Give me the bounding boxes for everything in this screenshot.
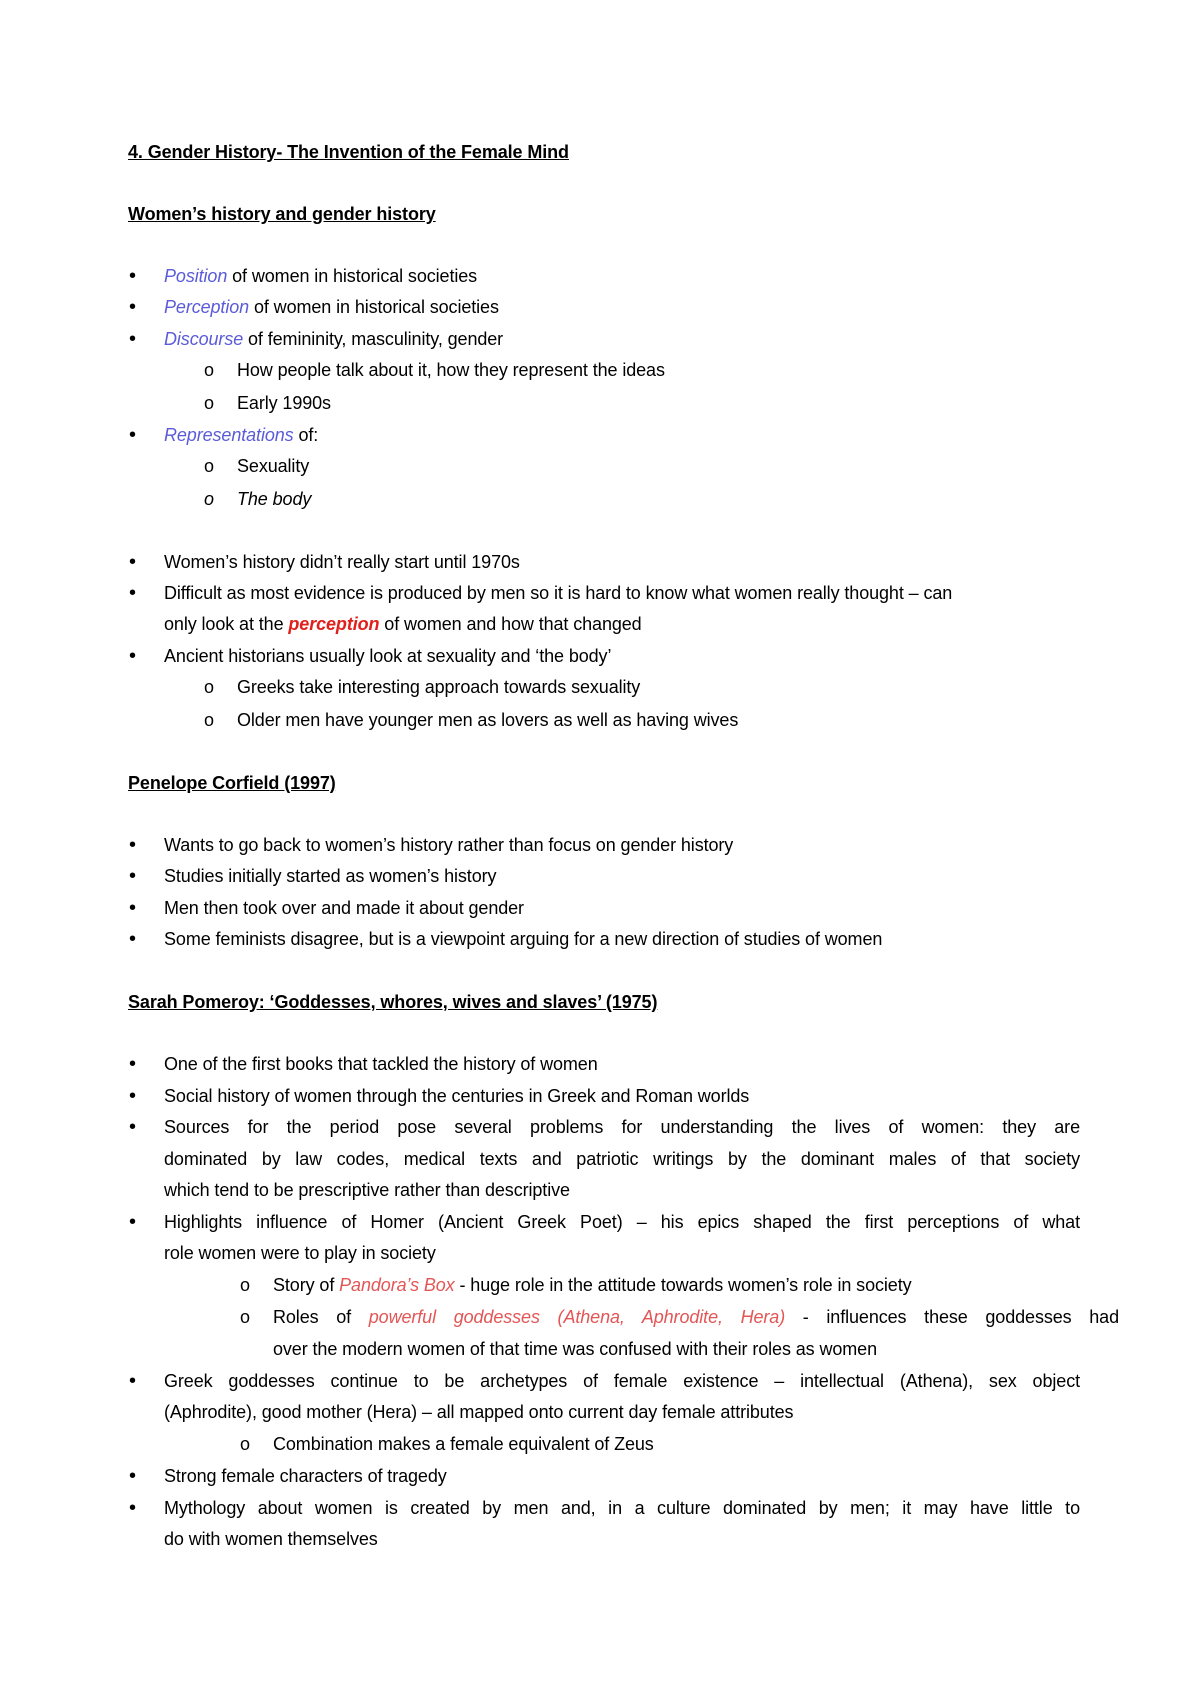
list-item-continuation: only look at the perception of women and how that changed [164, 614, 642, 634]
list-item: • Highlights influence of Homer (Ancient Greek Poet) – his epics shaped the first perceptions of what [164, 1211, 1080, 1233]
list-item: • Greek goddesses continue to be archetypes of female existence – intellectual (Athena), sex object [164, 1370, 1080, 1392]
list-item: • One of the first books that tackled the history of women [164, 1053, 598, 1075]
list-item: • Discourse of femininity, masculinity, gender [164, 328, 503, 350]
list-item-continuation: which tend to be prescriptive rather than descriptive [164, 1180, 570, 1200]
list-item: • Representations of: [164, 424, 318, 446]
list-item: • Social history of women through the centuries in Greek and Roman worlds [164, 1085, 749, 1107]
sub-list-item: o Early 1990s [237, 392, 331, 414]
list-item: • Wants to go back to women’s history rather than focus on gender history [164, 834, 733, 856]
sub-list-item: o Story of Pandora’s Box - huge role in the attitude towards women’s role in society [273, 1274, 912, 1296]
list-item-continuation: role women were to play in society [164, 1243, 436, 1263]
list-item: • Perception of women in historical societies [164, 296, 499, 318]
list-item: • Sources for the period pose several problems for understanding the lives of women: they are [164, 1116, 1080, 1138]
sub-list-item: o The body [237, 488, 311, 510]
list-item: • Ancient historians usually look at sexuality and ‘the body’ [164, 645, 611, 667]
list-item: • Mythology about women is created by men and, in a culture dominated by men; it may have little to [164, 1497, 1080, 1519]
sub-list-item: o Older men have younger men as lovers as well as having wives [237, 709, 738, 731]
document-title: 4. Gender History- The Invention of the Female Mind [128, 142, 569, 162]
list-item-continuation: (Aphrodite), good mother (Hera) – all mapped onto current day female attributes [164, 1402, 794, 1422]
sub-list-item: o Roles of powerful goddesses (Athena, Aphrodite, Hera) - influences these goddesses had [273, 1306, 1119, 1328]
sub-list-item: o Sexuality [237, 455, 309, 477]
list-item: • Some feminists disagree, but is a viewpoint arguing for a new direction of studies of women [164, 928, 882, 950]
list-item: • Difficult as most evidence is produced by men so it is hard to know what women really thought – can [164, 582, 952, 604]
section-heading: Penelope Corfield (1997) [128, 773, 336, 793]
list-item: • Studies initially started as women’s history [164, 865, 496, 887]
list-item: • Strong female characters of tragedy [164, 1465, 447, 1487]
sub-list-item: o Greeks take interesting approach towards sexuality [237, 676, 640, 698]
section-heading: Sarah Pomeroy: ‘Goddesses, whores, wives and slaves’ (1975) [128, 992, 658, 1012]
list-item: • Men then took over and made it about gender [164, 897, 524, 919]
sub-list-item-continuation: over the modern women of that time was confused with their roles as women [273, 1339, 877, 1359]
sub-list-item: o Combination makes a female equivalent of Zeus [273, 1433, 654, 1455]
sub-list-item: o How people talk about it, how they represent the ideas [237, 359, 665, 381]
list-item: • Women’s history didn’t really start until 1970s [164, 551, 520, 573]
section-heading: Women’s history and gender history [128, 204, 436, 224]
list-item-continuation: dominated by law codes, medical texts and patriotic writings by the dominant males of that society [164, 1149, 1080, 1169]
list-item: • Position of women in historical societies [164, 265, 477, 287]
list-item-continuation: do with women themselves [164, 1529, 378, 1549]
